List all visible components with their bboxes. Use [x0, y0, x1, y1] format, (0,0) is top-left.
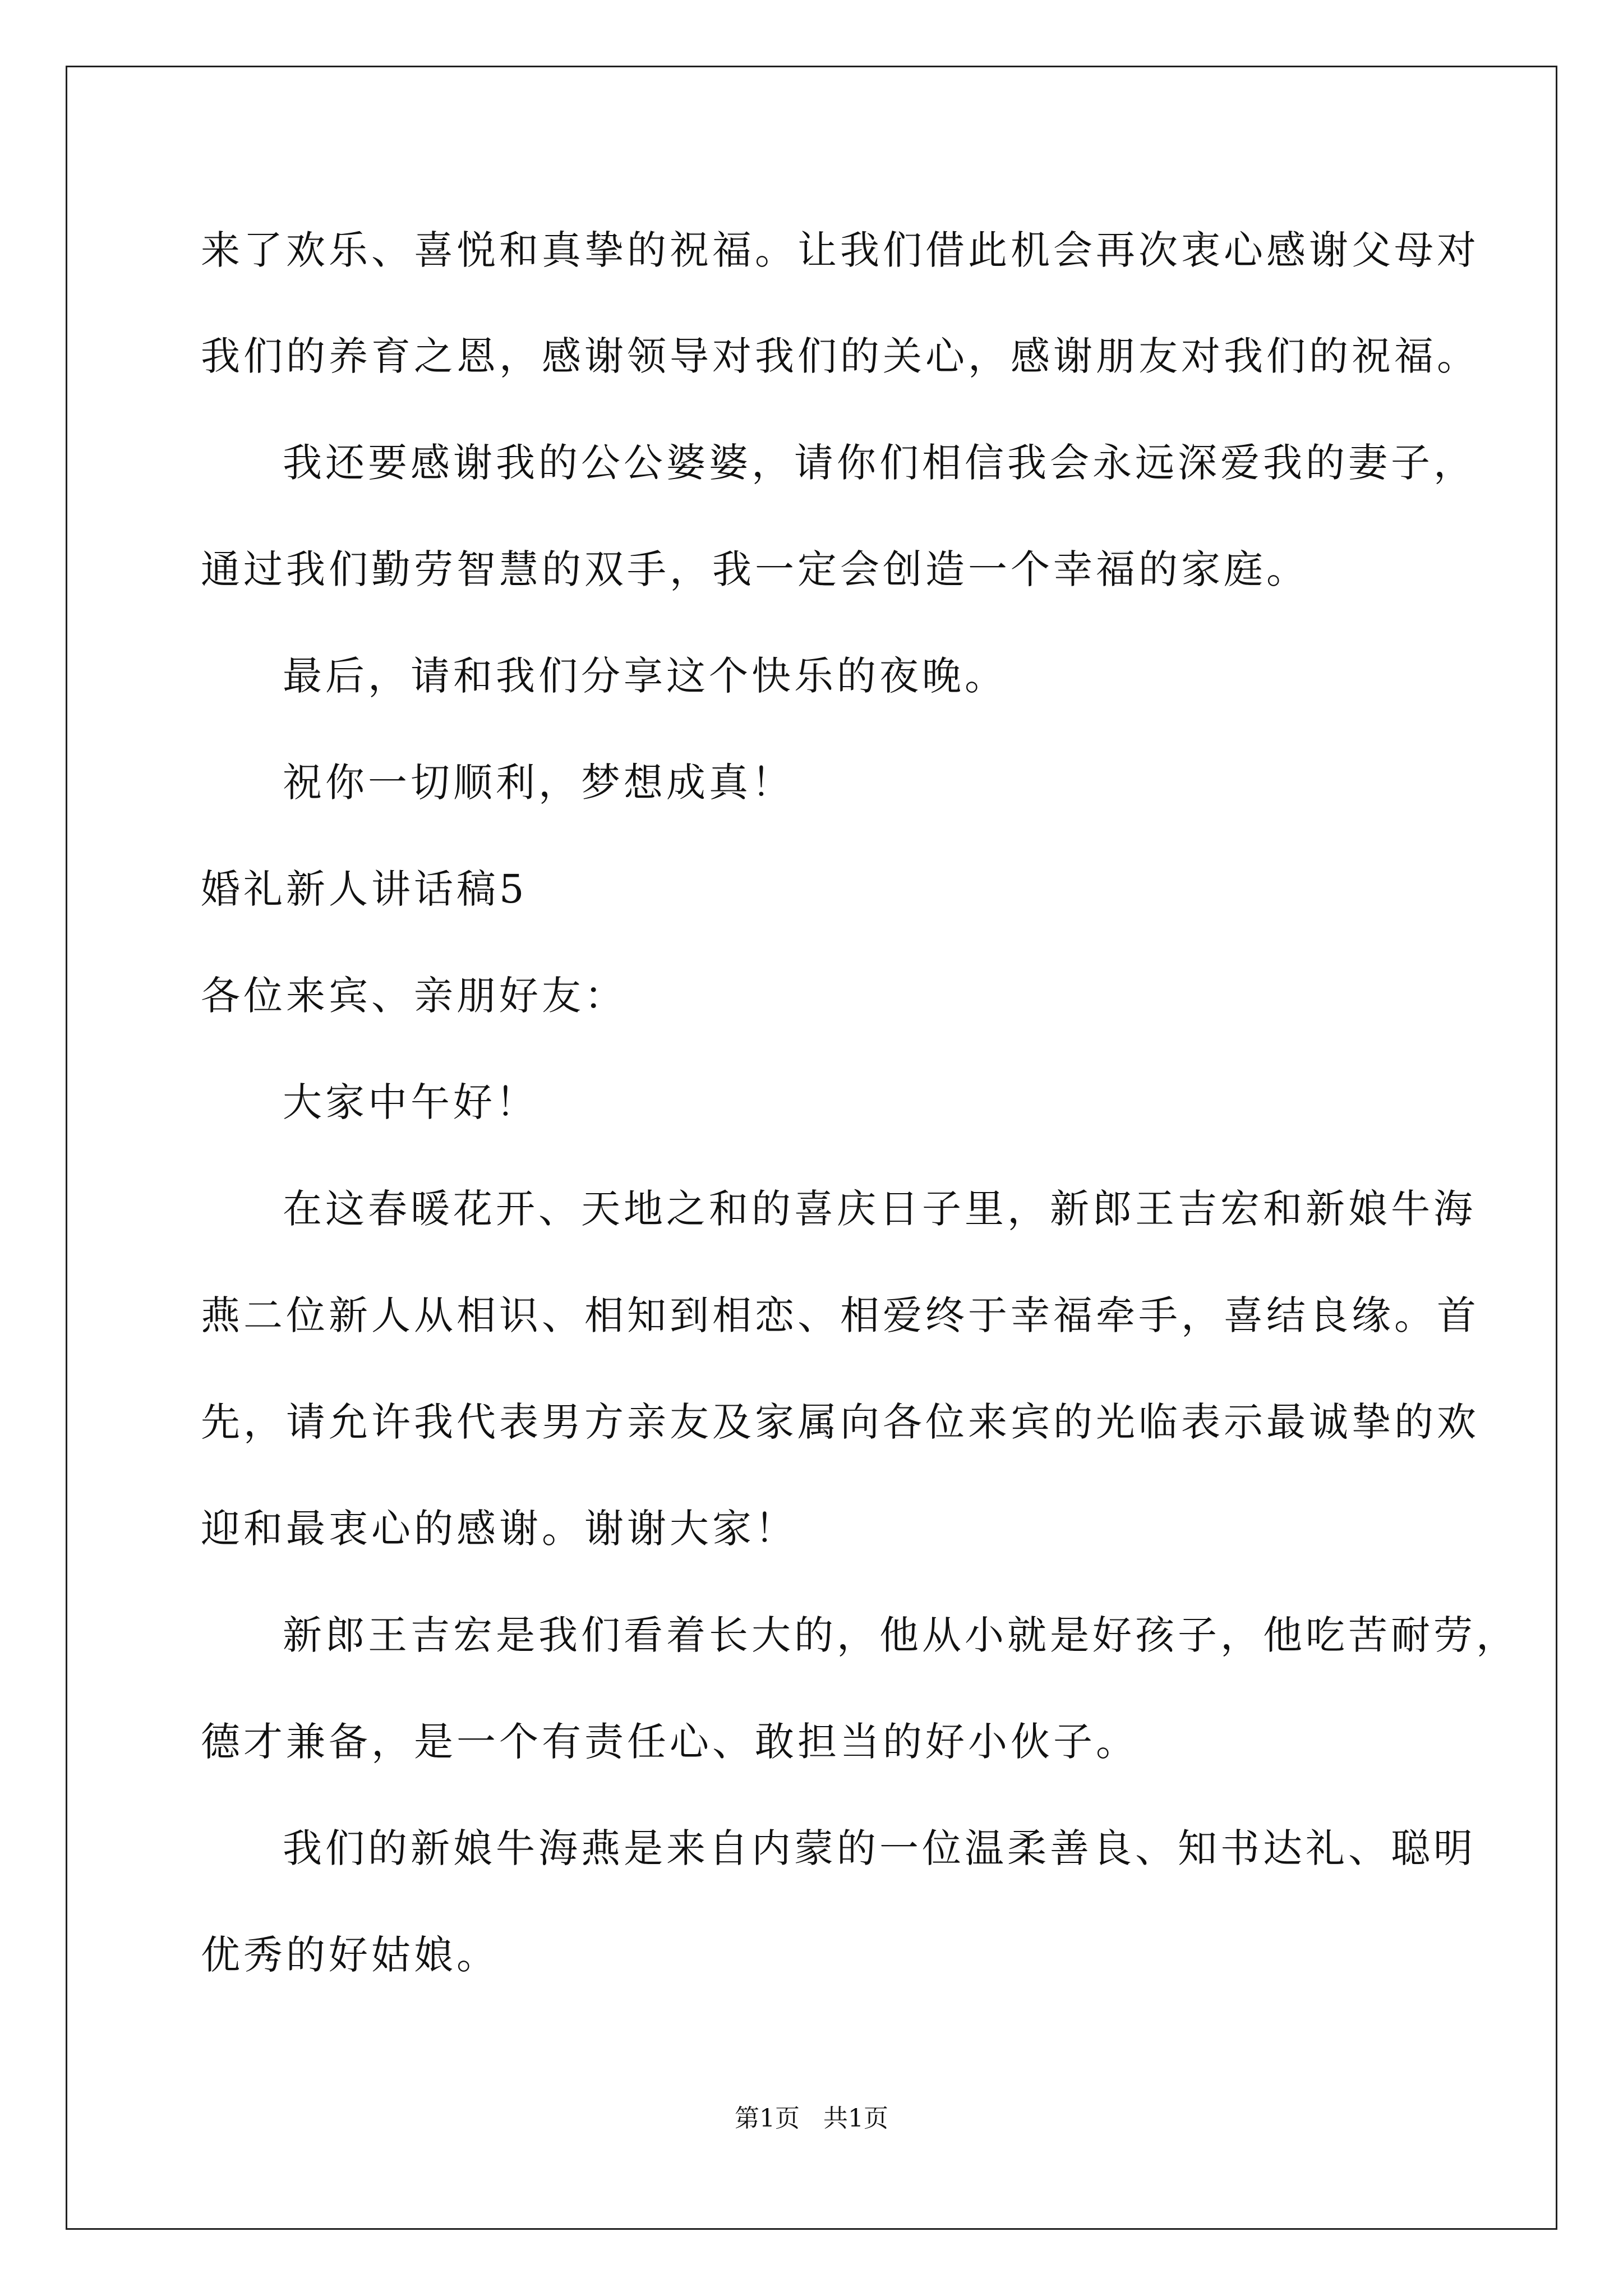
paragraph-line-6: 祝你一切顺利，梦想成真！	[283, 760, 794, 806]
paragraph-line-3: 我还要感谢我的公公婆婆，请你们相信我会永远深爱我的妻子，	[283, 440, 1476, 486]
page-border	[66, 66, 1557, 2230]
paragraph-line-11: 燕二位新人从相识、相知到相恋、相爱终于幸福牵手，喜结良缘。首	[201, 1292, 1479, 1338]
paragraph-line-10: 在这春暖花开、天地之和的喜庆日子里，新郎王吉宏和新娘牛海	[283, 1186, 1476, 1232]
paragraph-line-13: 迎和最衷心的感谢。谢谢大家！	[201, 1506, 797, 1552]
salutation: 各位来宾、亲朋好友：	[201, 973, 627, 1019]
section-heading: 婚礼新人讲话稿5	[201, 866, 528, 912]
paragraph-line-2: 我们的养育之恩，感谢领导对我们的关心，感谢朋友对我们的祝福。	[201, 333, 1479, 379]
paragraph-line-14: 新郎王吉宏是我们看着长大的，他从小就是好孩子，他吃苦耐劳，	[283, 1612, 1519, 1658]
paragraph-line-4: 通过我们勤劳智慧的双手，我一定会创造一个幸福的家庭。	[201, 546, 1309, 592]
greeting: 大家中午好！	[283, 1079, 538, 1125]
paragraph-line-5: 最后，请和我们分享这个快乐的夜晚。	[283, 653, 1007, 699]
paragraph-line-15: 德才兼备，是一个有责任心、敢担当的好小伙子。	[201, 1719, 1138, 1765]
paragraph-line-17: 优秀的好姑娘。	[201, 1932, 499, 1978]
paragraph-line-12: 先，请允许我代表男方亲友及家属向各位来宾的光临表示最诚挚的欢	[201, 1399, 1479, 1445]
paragraph-line-1: 来了欢乐、喜悦和真挚的祝福。让我们借此机会再次衷心感谢父母对	[201, 227, 1479, 273]
page-number-footer: 第1页 共1页	[735, 2104, 888, 2133]
paragraph-line-16: 我们的新娘牛海燕是来自内蒙的一位温柔善良、知书达礼、聪明	[283, 1825, 1476, 1871]
